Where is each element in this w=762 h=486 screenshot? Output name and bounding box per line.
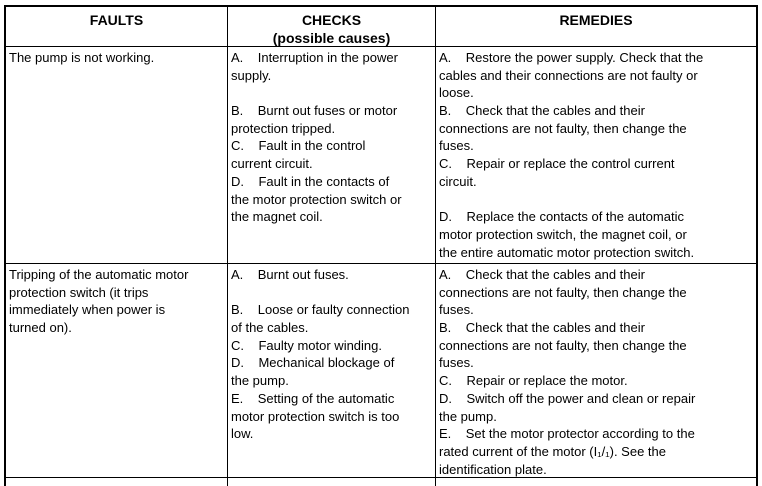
text-line: C. Fault in the control bbox=[231, 138, 366, 154]
header-checks-subtitle: (possible causes) bbox=[272, 30, 391, 46]
troubleshooting-table bbox=[4, 5, 758, 486]
row2-fault-cell bbox=[6, 264, 228, 478]
text-line: the magnet coil. bbox=[231, 209, 323, 225]
text-line: B. Check that the cables and their bbox=[439, 320, 645, 336]
text-line: loose. bbox=[439, 85, 474, 101]
text-line bbox=[231, 284, 433, 302]
text-line: fuses. bbox=[439, 138, 474, 154]
text-line: cables and their connections are not faulty or bbox=[439, 67, 698, 83]
text-line: motor protection switch, the magnet coil, or bbox=[439, 226, 687, 242]
text-line: B. Loose or faulty connection bbox=[231, 302, 410, 318]
header-faults-label: FAULTS bbox=[89, 12, 144, 28]
text-line: fuses. bbox=[439, 302, 474, 318]
text-line: C. Repair or replace the control current bbox=[439, 156, 675, 172]
text-line bbox=[231, 84, 433, 102]
text-line: the motor protection switch or bbox=[231, 191, 402, 207]
text-line: C. Repair or replace the motor. bbox=[439, 373, 628, 389]
text-line: fuses. bbox=[439, 355, 474, 371]
text-line: low. bbox=[231, 426, 254, 442]
text-line: E. Set the motor protector according to the bbox=[439, 426, 695, 442]
text-line: rated current of the motor (I₁/₁). See the bbox=[439, 443, 666, 459]
text-line: The pump is not working. bbox=[9, 50, 155, 65]
text-line: turned on). bbox=[9, 320, 72, 336]
text-line: the entire automatic motor protection switch. bbox=[439, 244, 695, 260]
text-line: supply. bbox=[231, 67, 272, 83]
text-line: A. Interruption in the power bbox=[231, 50, 398, 65]
text-line: connections are not faulty, then change the bbox=[439, 337, 687, 353]
text-line: E. Setting of the automatic bbox=[231, 390, 395, 406]
text-line: the pump. bbox=[439, 408, 497, 424]
text-line: immediately when power is bbox=[9, 302, 166, 318]
text-line: D. Fault in the contacts of bbox=[231, 173, 390, 189]
text-line bbox=[439, 191, 754, 209]
text-line: B. Check that the cables and their bbox=[439, 103, 645, 119]
text-line: protection switch (it trips bbox=[9, 284, 149, 300]
text-line: connections are not faulty, then change the bbox=[439, 284, 687, 300]
row3-checks-cell bbox=[228, 478, 436, 486]
text-line: connections are not faulty, then change the bbox=[439, 120, 687, 136]
text-line: current circuit. bbox=[231, 156, 313, 172]
row3-fault-cell bbox=[6, 478, 228, 486]
text-line: circuit. bbox=[439, 173, 477, 189]
text-line: B. Burnt out fuses or motor bbox=[231, 103, 398, 119]
text-line: C. Faulty motor winding. bbox=[231, 337, 382, 353]
text-line: motor protection switch is too bbox=[231, 408, 400, 424]
text-line: D. Mechanical blockage of bbox=[231, 355, 395, 371]
header-faults bbox=[6, 7, 228, 47]
row2-remedies-cell bbox=[436, 264, 756, 478]
text-line: protection tripped. bbox=[231, 120, 336, 136]
header-remedies bbox=[436, 7, 756, 47]
text-line: A. Restore the power supply. Check that the bbox=[439, 50, 704, 65]
row1-remedies-cell bbox=[436, 47, 756, 264]
text-line: A. Check that the cables and their bbox=[439, 267, 645, 282]
text-line: identification plate. bbox=[439, 461, 547, 477]
text-line: of the cables. bbox=[231, 320, 309, 336]
row1-checks-cell bbox=[228, 47, 436, 264]
row3-remedies-cell bbox=[436, 478, 756, 486]
header-checks-title: CHECKS bbox=[301, 12, 362, 28]
row1-fault-cell bbox=[6, 47, 228, 264]
text-line: A. Burnt out fuses. bbox=[231, 267, 349, 282]
text-line: D. Switch off the power and clean or repair bbox=[439, 390, 696, 406]
text-line: Tripping of the automatic motor bbox=[9, 267, 189, 282]
text-line: the pump. bbox=[231, 373, 289, 389]
text-line: D. Replace the contacts of the automatic bbox=[439, 209, 684, 225]
row2-checks-cell bbox=[228, 264, 436, 478]
header-remedies-label: REMEDIES bbox=[559, 12, 633, 28]
header-checks bbox=[228, 7, 436, 47]
